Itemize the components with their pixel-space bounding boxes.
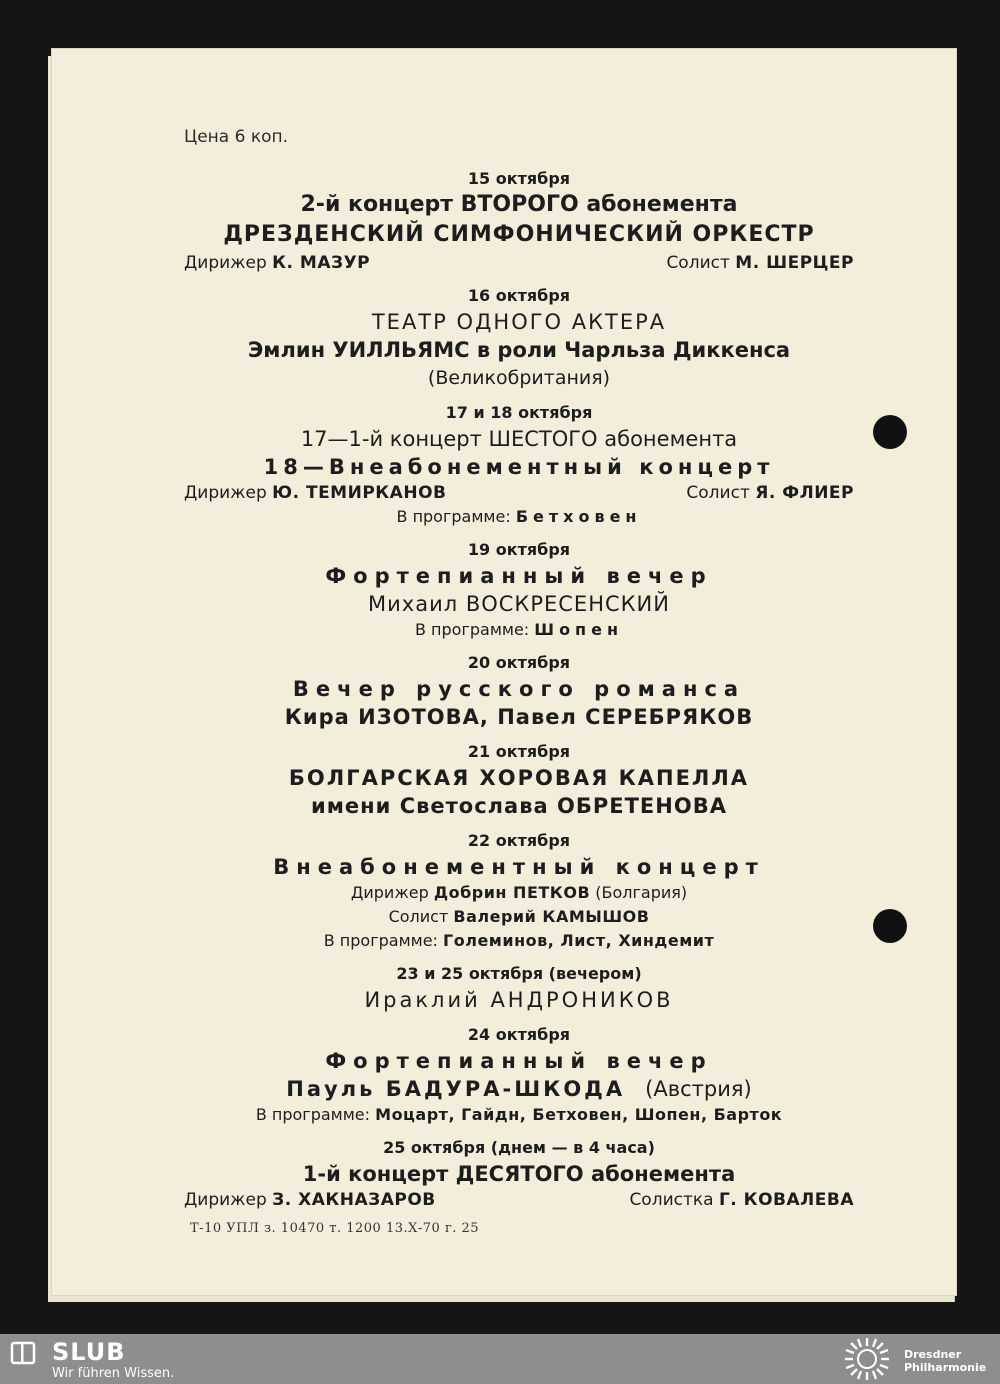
conductor-line xyxy=(184,881,854,905)
program-label: В программе: xyxy=(255,1105,371,1124)
event-title: БОЛГАРСКАЯ ХОРОВАЯ КАПЕЛЛА xyxy=(288,766,750,790)
program-composers: Големинов, Лист, Хиндемит xyxy=(443,931,715,950)
philharmonie-sunburst-icon xyxy=(842,1336,892,1382)
event-item xyxy=(184,829,854,953)
event-title: ТЕАТР ОДНОГО АКТЕРА xyxy=(371,310,667,334)
soloist-label: Солист xyxy=(686,483,750,503)
event-performer: Ираклий АНДРОНИКОВ xyxy=(364,988,674,1012)
event-title: 2-й концерт ВТОРОГО абонемента xyxy=(300,192,738,217)
event-date: 22 октября xyxy=(467,831,571,850)
program-composers: Бетховен xyxy=(515,507,642,526)
event-performer: Кира ИЗОТОВА, Павел СЕРЕБРЯКОВ xyxy=(284,705,754,729)
soloist-label: Солистка xyxy=(629,1190,714,1210)
event-title: Фортепианный вечер xyxy=(325,564,713,588)
event-item xyxy=(184,401,854,529)
program-line xyxy=(184,505,854,529)
conductor-name: Добрин ПЕТКОВ xyxy=(433,883,591,902)
program-line xyxy=(184,618,854,642)
program-label: В программе: xyxy=(396,507,511,526)
conductor-name: К. МАЗУР xyxy=(272,253,371,273)
program-line xyxy=(184,1103,854,1127)
event-item xyxy=(184,1136,854,1212)
price-label: Цена 6 коп. xyxy=(184,127,289,147)
program-line xyxy=(184,929,854,953)
punch-hole-icon xyxy=(873,415,907,449)
program-label: В программе: xyxy=(323,931,438,950)
slub-name: SLUB xyxy=(52,1338,126,1366)
credits-row xyxy=(184,481,854,505)
event-item xyxy=(184,167,854,275)
slub-tagline: Wir führen Wissen. xyxy=(52,1366,175,1381)
event-date: 25 октября (днем — в 4 часа) xyxy=(383,1138,655,1157)
event-country: (Великобритания) xyxy=(427,367,611,389)
event-title: Вечер русского романса xyxy=(292,677,746,701)
event-item xyxy=(184,1023,854,1127)
program-sheet xyxy=(52,49,956,1295)
conductor-name: Ю. ТЕМИРКАНОВ xyxy=(272,483,447,503)
event-title: Внеабонементный концерт xyxy=(273,855,765,879)
conductor-name: З. ХАКНАЗАРОВ xyxy=(272,1190,436,1210)
event-item xyxy=(184,284,854,392)
event-performer: Михаил ВОСКРЕСЕНСКИЙ xyxy=(368,592,670,616)
soloist-label: Солист xyxy=(388,907,449,926)
event-date: 21 октября xyxy=(467,742,571,761)
event-date: 24 октября xyxy=(467,1025,571,1044)
soloist-name: М. ШЕРЦЕР xyxy=(735,253,854,273)
conductor-label: Дирижер xyxy=(184,1190,267,1210)
event-item xyxy=(184,740,854,820)
event-item xyxy=(184,538,854,642)
soloist-name: Г. КОВАЛЕВА xyxy=(718,1190,854,1210)
footer-bar xyxy=(0,1334,1000,1384)
event-country: (Австрия) xyxy=(645,1077,752,1101)
event-performer: Пауль БАДУРА-ШКОДА xyxy=(286,1077,626,1101)
event-performer: имени Светослава ОБРЕТЕНОВА xyxy=(311,794,727,818)
print-imprint: Т-10 УПЛ з. 10470 т. 1200 13.Х-70 г. 25 xyxy=(190,1221,480,1236)
event-title: 1-й концерт ДЕСЯТОГО абонемента xyxy=(302,1162,736,1186)
punch-hole-icon xyxy=(873,909,907,943)
program-composers: Моцарт, Гайдн, Бетховен, Шопен, Барток xyxy=(375,1105,783,1124)
program-label: В программе: xyxy=(414,620,530,639)
partner-name xyxy=(904,1348,986,1374)
soloist-name: Валерий КАМЫШОВ xyxy=(453,907,650,926)
event-date: 15 октября xyxy=(467,169,571,188)
events-list xyxy=(184,167,854,1221)
conductor-label: Дирижер xyxy=(184,483,267,503)
event-title: Фортепианный вечер xyxy=(325,1049,713,1073)
event-title: 17—1-й концерт ШЕСТОГО абонемента xyxy=(300,427,738,451)
soloist-label: Солист xyxy=(666,253,730,273)
event-performer-line xyxy=(184,1075,854,1103)
conductor-label: Дирижер xyxy=(184,253,267,273)
event-date: 16 октября xyxy=(467,286,571,305)
soloist-name: Я. ФЛИЕР xyxy=(755,483,854,503)
conductor-label: Дирижер xyxy=(350,883,429,902)
credits-row xyxy=(184,1188,854,1212)
partner-line-2: Philharmonie xyxy=(904,1361,987,1374)
conductor-country: (Болгария) xyxy=(595,883,688,902)
event-subtitle: 18—Внеабонементный концерт xyxy=(263,455,775,479)
event-item xyxy=(184,962,854,1014)
program-composers: Шопен xyxy=(534,620,624,639)
slub-book-icon xyxy=(10,1340,36,1366)
event-date: 23 и 25 октября (вечером) xyxy=(396,964,642,983)
partner-line-1: Dresdner xyxy=(904,1348,962,1361)
event-date: 17 и 18 октября xyxy=(445,403,593,422)
credits-row xyxy=(184,251,854,275)
event-performer: Эмлин УИЛЛЬЯМС в роли Чарльза Диккенса xyxy=(247,338,791,362)
event-item xyxy=(184,651,854,731)
event-date: 19 октября xyxy=(467,540,571,559)
event-date: 20 октября xyxy=(467,653,571,672)
event-performer: ДРЕЗДЕНСКИЙ СИМФОНИЧЕСКИЙ ОРКЕСТР xyxy=(223,222,815,247)
soloist-line xyxy=(184,905,854,929)
